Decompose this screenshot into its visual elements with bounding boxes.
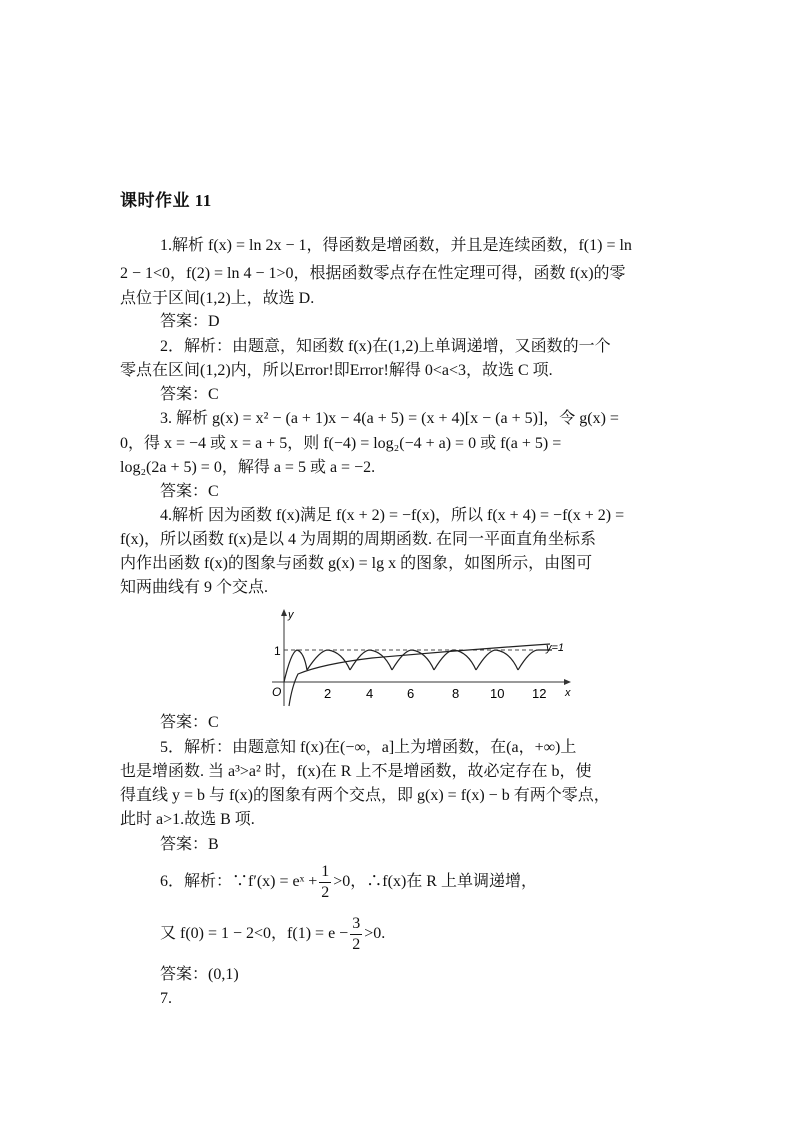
y-tick-label-1: 1 (274, 644, 281, 658)
x-tick-label-8: 8 (452, 686, 460, 701)
p6-line-2-post: >0. (364, 925, 386, 942)
origin-label: O (272, 685, 282, 699)
x-tick-label-4: 4 (366, 686, 374, 701)
p1-line-3: 点位于区间(1,2)上，故选 D. (120, 290, 315, 307)
p7-line-1: 7. (160, 990, 172, 1007)
p2-line-1: 2．解析：由题意，知函数 f(x)在(1,2)上单调递增，又函数的一个 (160, 338, 611, 355)
p6-line-2-pre: 又 f(0) = 1 − 2<0，f(1) = e − (160, 925, 349, 942)
fraction-numerator: 1 (319, 862, 331, 883)
p6-line-1 (160, 860, 678, 908)
p3-line-1: 3. 解析 g(x) = x² − (a + 1)x − 4(a + 5) = (x + 4)[x − (a + 5)]，令 g(x) = (160, 410, 619, 427)
p5-line-3: 得直线 y = b 与 f(x)的图象有两个交点，即 g(x) = f(x) − b 有两个零点， (120, 787, 610, 804)
x-axis-arrow (564, 679, 571, 685)
p4-line-1: 4.解析 因为函数 f(x)满足 f(x + 2) = −f(x)，所以 f(x + 4) = −f(x + 2) = (160, 507, 625, 524)
p3-answer: 答案：C (160, 483, 219, 500)
p5-line-2: 也是增函数. 当 a³>a² 时，f(x)在 R 上不是增函数，故必定存在 b，使 (120, 763, 592, 780)
f-curve-arch-1 (284, 650, 307, 682)
p3-line-2: 0，得 x = −4 或 x = a + 5，则 f(−4) = log₂(−4 + a) = 0 或 f(a + 5) = (120, 435, 562, 452)
p6-line-2 (160, 912, 678, 960)
p2-line-2: 零点在区间(1,2)内，所以Error!即Error!解得 0<a<3，故选 C 项. (120, 362, 553, 379)
fraction-denominator: 2 (352, 935, 361, 953)
p6-answer: 答案：(0,1) (160, 966, 239, 983)
f-curve-arch-2 (307, 650, 350, 670)
x-axis-label: x (565, 687, 571, 699)
p1-line-2: 2 − 1<0，f(2) = ln 4 − 1>0，根据函数零点存在性定理可得，函数 f(x)的零 (120, 265, 626, 282)
x-tick-label-10: 10 (490, 686, 505, 701)
fraction-numerator: 3 (350, 914, 362, 935)
fraction-one-half (319, 862, 331, 903)
p3-line-3: log₂(2a + 5) = 0，解得 a = 5 或 a = −2. (120, 459, 376, 476)
homework-title: 课时作业 11 (120, 191, 212, 210)
x-tick-label-2: 2 (324, 686, 332, 701)
p5-answer: 答案：B (160, 836, 219, 853)
function-graph-figure (262, 606, 576, 710)
p1-answer: 答案：D (160, 313, 220, 330)
f-curve-arch-5 (434, 650, 476, 670)
p4-line-4: 知两曲线有 9 个交点. (120, 579, 269, 596)
fraction-denominator: 2 (321, 883, 330, 901)
p4-line-2: f(x)，所以函数 f(x)是以 4 为周期的周期函数. 在同一平面直角坐标系 (120, 531, 596, 548)
p5-line-4: 此时 a>1.故选 B 项. (120, 811, 255, 828)
y-axis-arrow (281, 609, 287, 616)
p6-line-1-pre: 6．解析：∵f′(x) = eˣ + (160, 873, 318, 890)
f-curve-arch-6 (476, 650, 518, 670)
y-axis-label: y (288, 609, 294, 621)
p4-line-3: 内作出函数 f(x)的图象与函数 g(x) = lg x 的图象，如图所示，由图可 (120, 555, 593, 572)
p2-answer: 答案：C (160, 386, 219, 403)
p6-line-1-post: >0，∴f(x)在 R 上单调递增， (333, 873, 537, 890)
fraction-three-halves (350, 914, 362, 955)
p4-answer: 答案：C (160, 714, 219, 731)
p1-line-1: 1.解析 f(x) = ln 2x − 1，得函数是增函数，并且是连续函数，f(1) = ln (160, 237, 632, 254)
x-tick-label-12: 12 (532, 686, 547, 701)
dashed-line-label: y=1 (546, 642, 565, 654)
p5-line-1: 5．解析：由题意知 f(x)在(−∞，a]上为增函数，在(a，+∞)上 (160, 739, 577, 756)
x-tick-label-6: 6 (407, 686, 415, 701)
